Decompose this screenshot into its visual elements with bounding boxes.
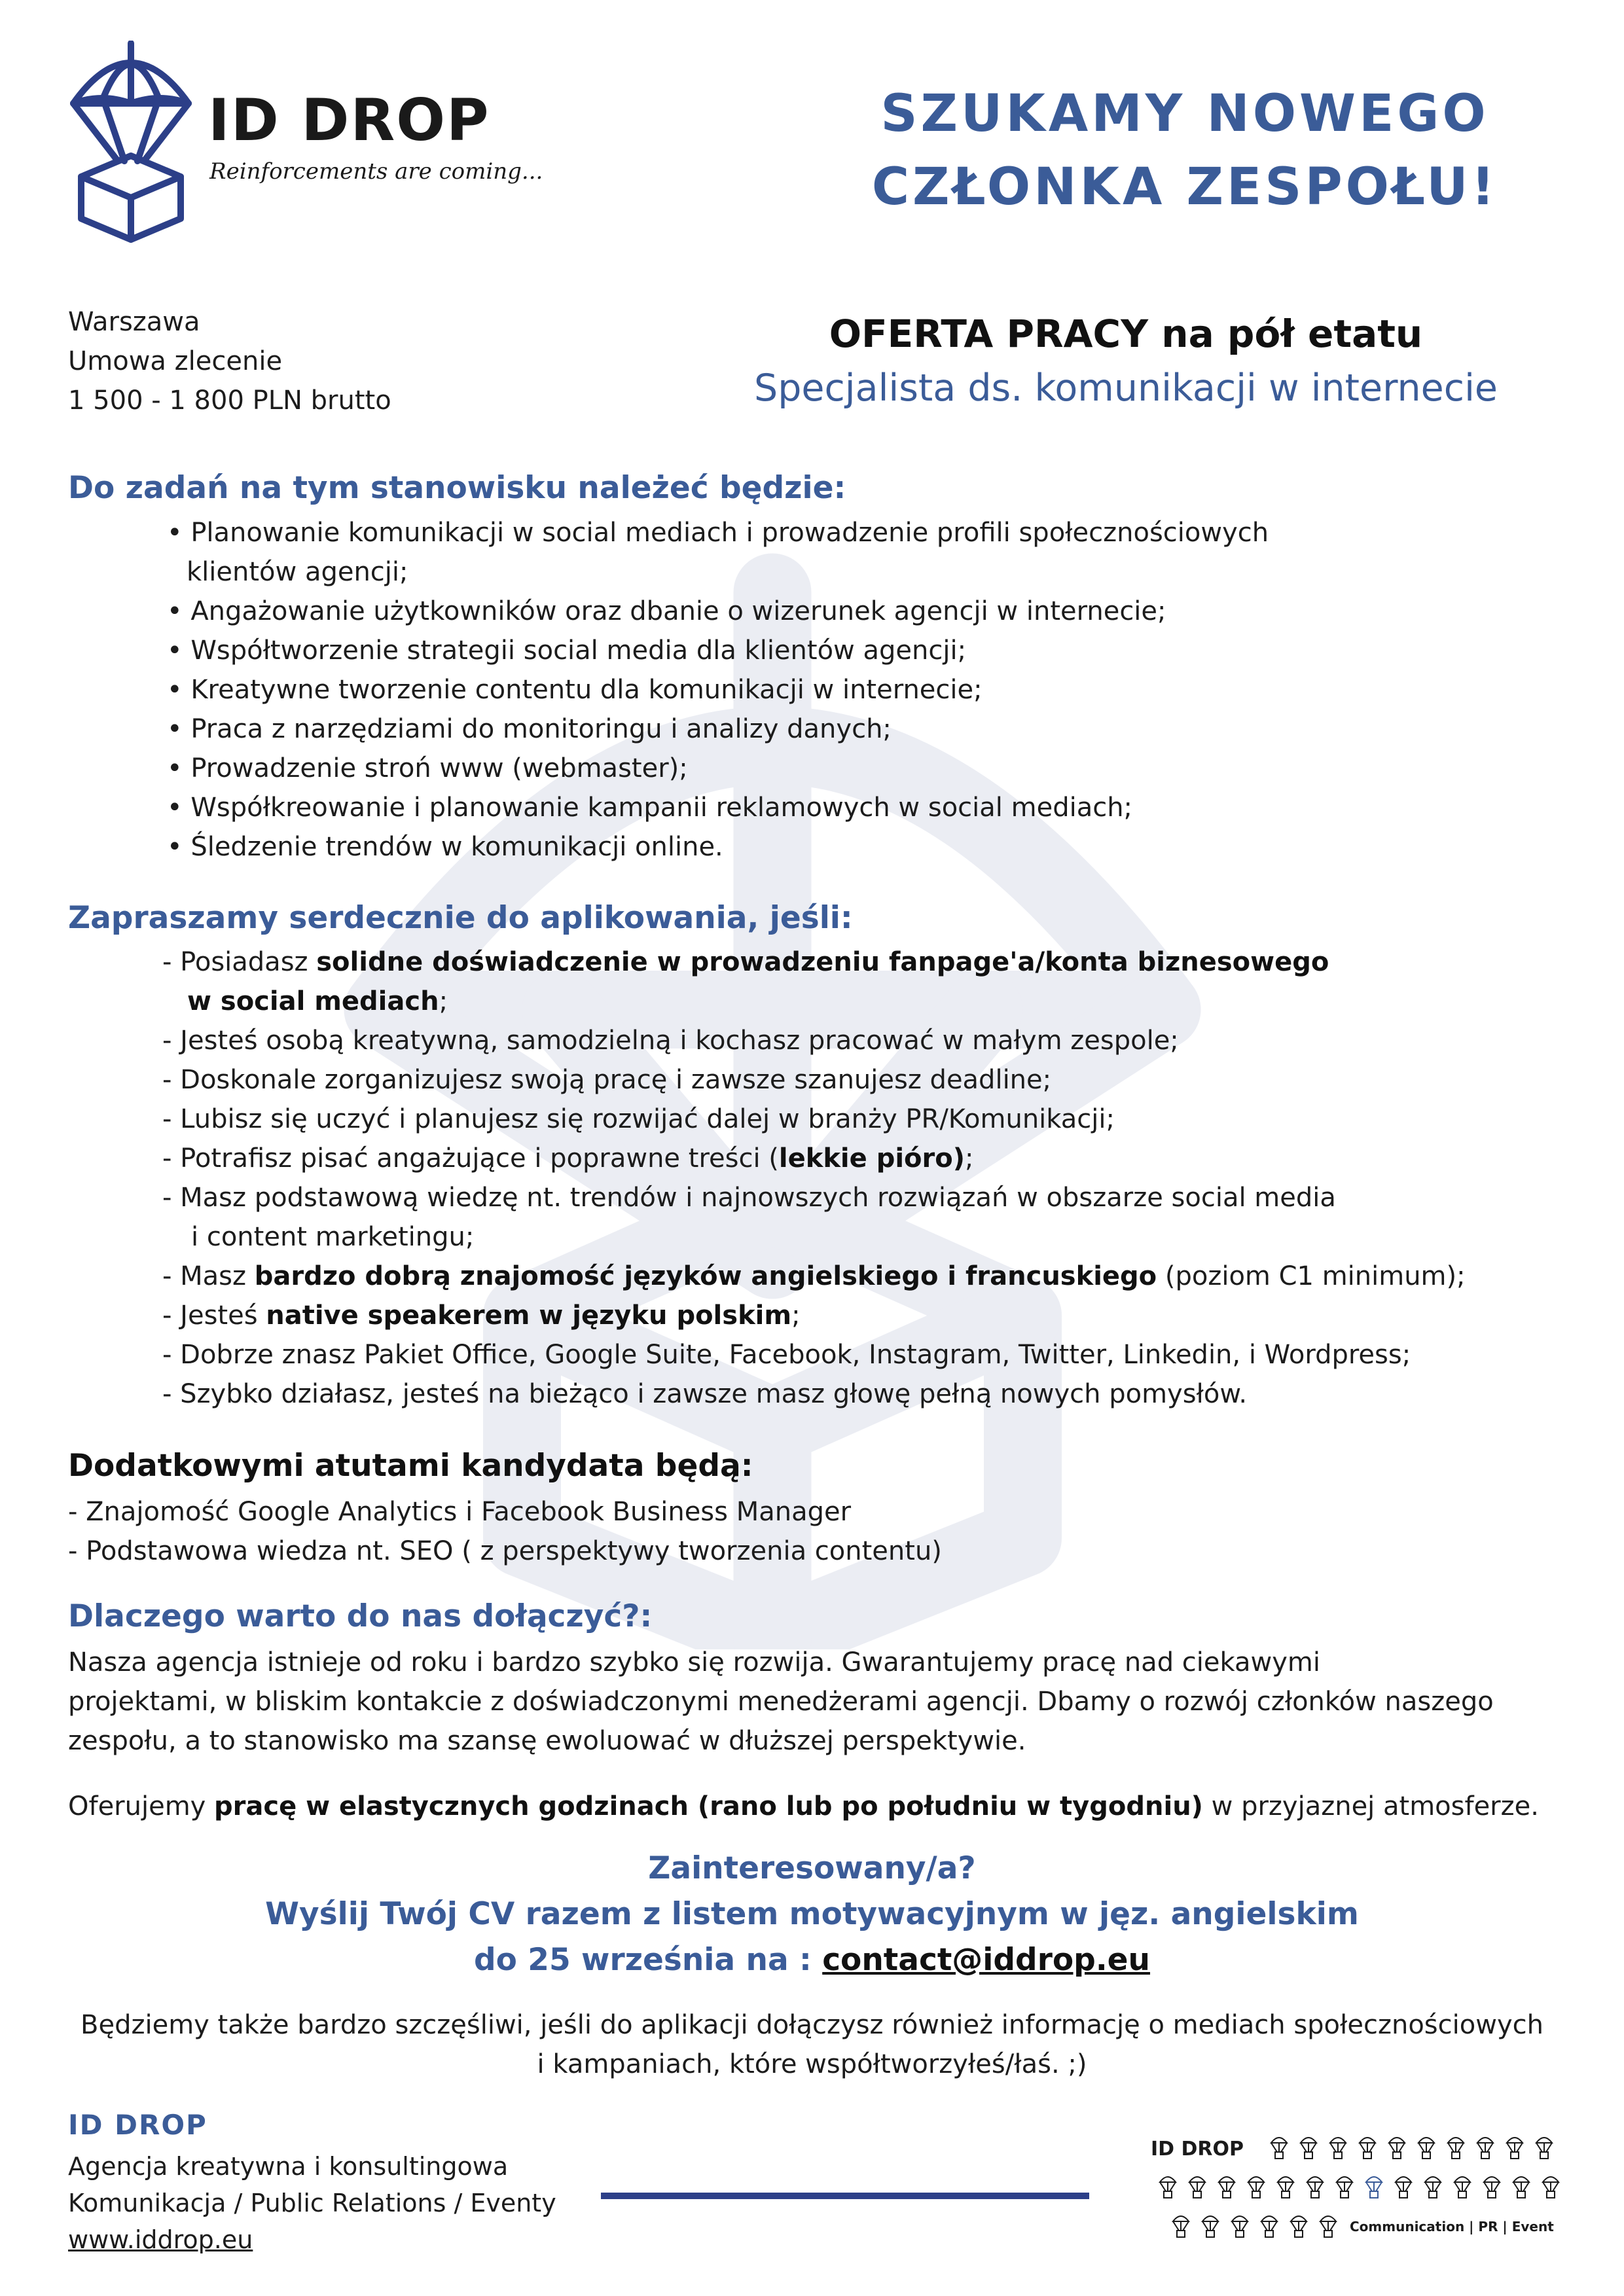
- list-item-text: Planowanie komunikacji w social mediach i prowadzenie profili społecznościowych: [190, 518, 1269, 548]
- text-run: w przyjaznej atmosferze.: [1202, 1791, 1539, 1821]
- list-item-text: Kreatywne tworzenie contentu dla komunikacji w internecie;: [190, 675, 983, 705]
- list-item-text: Współkreowanie i planowanie kampanii reklamowych w social mediach;: [190, 793, 1133, 823]
- footer-logo-services: Communication | PR | Event: [1350, 2219, 1554, 2234]
- cta-line-2: Wyślij Twój CV razem z listem motywacyjnym w jęz. angielskim: [265, 1896, 1359, 1932]
- bonus-line-1: Będziemy także bardzo szczęśliwi, jeśli do aplikacji dołączysz również informację o mediach społecznościowych: [81, 2010, 1543, 2040]
- list-item: [167, 788, 1269, 827]
- call-to-action: [0, 1846, 1624, 1983]
- bonus-line-2: i kampaniach, które współtworzyłeś/łaś. ;): [537, 2049, 1087, 2079]
- bullet: •: [167, 793, 183, 823]
- dash: -: [162, 947, 181, 977]
- cta-deadline: do 25 września na :: [473, 1942, 823, 1978]
- list-item: [167, 827, 1269, 867]
- list-item: [162, 1178, 1466, 1217]
- dash: -: [162, 1026, 181, 1056]
- bold-run: w social mediach: [187, 986, 439, 1016]
- footer-line-2: Komunikacja / Public Relations / Eventy: [68, 2189, 556, 2217]
- text-run: Masz podstawową wiedzę nt. trendów i najnowszych rozwiązań w obszarze social media: [180, 1183, 1336, 1213]
- list-item: [167, 670, 1269, 709]
- list-item-text: Angażowanie użytkowników oraz dbanie o wizerunek agencji w internecie;: [190, 596, 1166, 626]
- text-run: Jesteś osobą kreatywną, samodzielną i kochasz pracować w małym zespole;: [180, 1026, 1179, 1056]
- bullet: •: [167, 753, 183, 783]
- why-heading: Dlaczego warto do nas dołączyć?:: [68, 1598, 653, 1634]
- job-city: Warszawa: [68, 307, 200, 337]
- cta-line-3: [0, 1937, 1624, 1983]
- requirements-list: [162, 942, 1466, 1414]
- list-item-continuation: klientów agencji;: [187, 557, 408, 587]
- text-run: ;: [791, 1300, 801, 1331]
- list-item: [162, 1021, 1466, 1060]
- bonus-note: [0, 2005, 1624, 2084]
- paragraph-line: projektami, w bliskim kontakcie z doświadczonymi menedżerami agencji. Dbamy o rozwój członków naszego: [68, 1687, 1494, 1717]
- why-paragraph: [68, 1643, 1574, 1761]
- dash: -: [162, 1065, 181, 1095]
- headline-line-2: CZŁONKA ZESPOŁU!: [871, 158, 1498, 217]
- list-item: [162, 1060, 1466, 1100]
- extras-list: [68, 1492, 942, 1571]
- offer-paragraph: [68, 1787, 1539, 1826]
- text-run: ;: [965, 1143, 974, 1174]
- list-item-text: Współtworzenie strategii social media dla klientów agencji;: [190, 636, 967, 666]
- list-item: [162, 1100, 1466, 1139]
- job-meta: [68, 302, 391, 420]
- list-item: [167, 709, 1269, 749]
- footer-logo-name: ID DROP: [1151, 2138, 1244, 2161]
- text-run: Jesteś: [180, 1300, 266, 1331]
- list-item: [162, 1296, 1466, 1335]
- footer-website-link[interactable]: www.iddrop.eu: [68, 2225, 253, 2254]
- bullet: •: [167, 518, 183, 548]
- footer-divider: [601, 2193, 1089, 2199]
- list-item: [162, 1257, 1466, 1296]
- footer-logo: [1146, 2121, 1578, 2251]
- text-run: ;: [439, 986, 448, 1016]
- text-run: Dobrze znasz Pakiet Office, Google Suite, Facebook, Instagram, Twitter, Linkedin, i Wordpress;: [180, 1340, 1411, 1370]
- footer-line-1: Agencja kreatywna i konsultingowa: [68, 2152, 509, 2181]
- list-item: - Podstawowa wiedza nt. SEO ( z perspektywy tworzenia contentu): [68, 1536, 942, 1566]
- tasks-heading: Do zadań na tym stanowisku należeć będzie:: [68, 470, 846, 506]
- list-item: [162, 942, 1466, 982]
- brand-name: ID DROP: [208, 86, 490, 154]
- text-run: Oferujemy: [68, 1791, 215, 1821]
- text-run: Posiadasz: [180, 947, 317, 977]
- bullet: •: [167, 832, 183, 862]
- paragraph-line: zespołu, a to stanowisko ma szansę ewoluować w dłuższej perspektywie.: [68, 1726, 1026, 1756]
- job-salary: 1 500 - 1 800 PLN brutto: [68, 386, 391, 416]
- bullet: •: [167, 636, 183, 666]
- list-item: [162, 1335, 1466, 1374]
- bold-run: native speakerem w języku polskim: [266, 1300, 792, 1331]
- dash: -: [162, 1143, 181, 1174]
- list-item-continuation: [162, 982, 1466, 1021]
- list-item: [162, 1139, 1466, 1178]
- text-run: Szybko działasz, jesteś na bieżąco i zawsze masz głowę pełną nowych pomysłów.: [180, 1379, 1248, 1409]
- text-run: Potrafisz pisać angażujące i poprawne treści (: [180, 1143, 779, 1174]
- text-run: Masz: [180, 1261, 255, 1291]
- text-run: Doskonale zorganizujesz swoją pracę i zawsze szanujesz deadline;: [180, 1065, 1052, 1095]
- dash: -: [162, 1340, 181, 1370]
- list-item: - Znajomość Google Analytics i Facebook Business Manager: [68, 1497, 852, 1527]
- list-item: [167, 592, 1269, 631]
- dash: -: [162, 1104, 181, 1134]
- dash: -: [162, 1300, 181, 1331]
- list-item-continuation: i content marketingu;: [191, 1222, 475, 1252]
- requirements-heading: Zapraszamy serdecznie do aplikowania, jeśli:: [68, 900, 853, 936]
- parachute-box-icon: [65, 41, 196, 243]
- extras-heading: Dodatkowymi atutami kandydata będą:: [68, 1448, 753, 1484]
- dash: -: [162, 1261, 181, 1291]
- bullet: •: [167, 596, 183, 626]
- list-item-text: Praca z narzędziami do monitoringu i analizy danych;: [190, 714, 892, 744]
- bold-run: pracę w elastycznych godzinach (rano lub po południu w tygodniu): [214, 1791, 1203, 1821]
- bold-run: bardzo dobrą znajomość języków angielskiego i francuskiego: [254, 1261, 1157, 1291]
- brand-tagline: Reinforcements are coming...: [209, 158, 543, 185]
- bold-run: solidne doświadczenie w prowadzeniu fanpage'a/konta biznesowego: [316, 947, 1329, 977]
- list-item: [162, 1374, 1466, 1414]
- text-run: (poziom C1 minimum);: [1157, 1261, 1466, 1291]
- list-item-text: Śledzenie trendów w komunikacji online.: [190, 832, 723, 862]
- bullet: •: [167, 675, 183, 705]
- list-item: [167, 631, 1269, 670]
- list-item-text: Prowadzenie stroń www (webmaster);: [190, 753, 688, 783]
- dash: -: [162, 1379, 181, 1409]
- headline-line-1: SZUKAMY NOWEGO: [880, 84, 1489, 143]
- footer-info: [68, 2148, 556, 2258]
- list-item: [167, 749, 1269, 788]
- contact-email-link[interactable]: contact@iddrop.eu: [822, 1942, 1151, 1978]
- tasks-list: [167, 513, 1269, 867]
- offer-title: OFERTA PRACY na pół etatu: [829, 312, 1423, 356]
- offer-position: Specjalista ds. komunikacji w internecie: [754, 367, 1498, 410]
- job-contract: Umowa zlecenie: [68, 346, 283, 376]
- bullet: •: [167, 714, 183, 744]
- footer-brand: ID DROP: [68, 2109, 208, 2141]
- bold-run: lekkie pióro): [778, 1143, 965, 1174]
- text-run: Lubisz się uczyć i planujesz się rozwijać dalej w branży PR/Komunikacji;: [180, 1104, 1115, 1134]
- cta-line-1: Zainteresowany/a?: [648, 1850, 976, 1886]
- paragraph-line: Nasza agencja istnieje od roku i bardzo szybko się rozwija. Gwarantujemy pracę nad ciekawymi: [68, 1647, 1320, 1677]
- list-item: [167, 513, 1269, 552]
- headline: [799, 77, 1571, 224]
- dash: -: [162, 1183, 181, 1213]
